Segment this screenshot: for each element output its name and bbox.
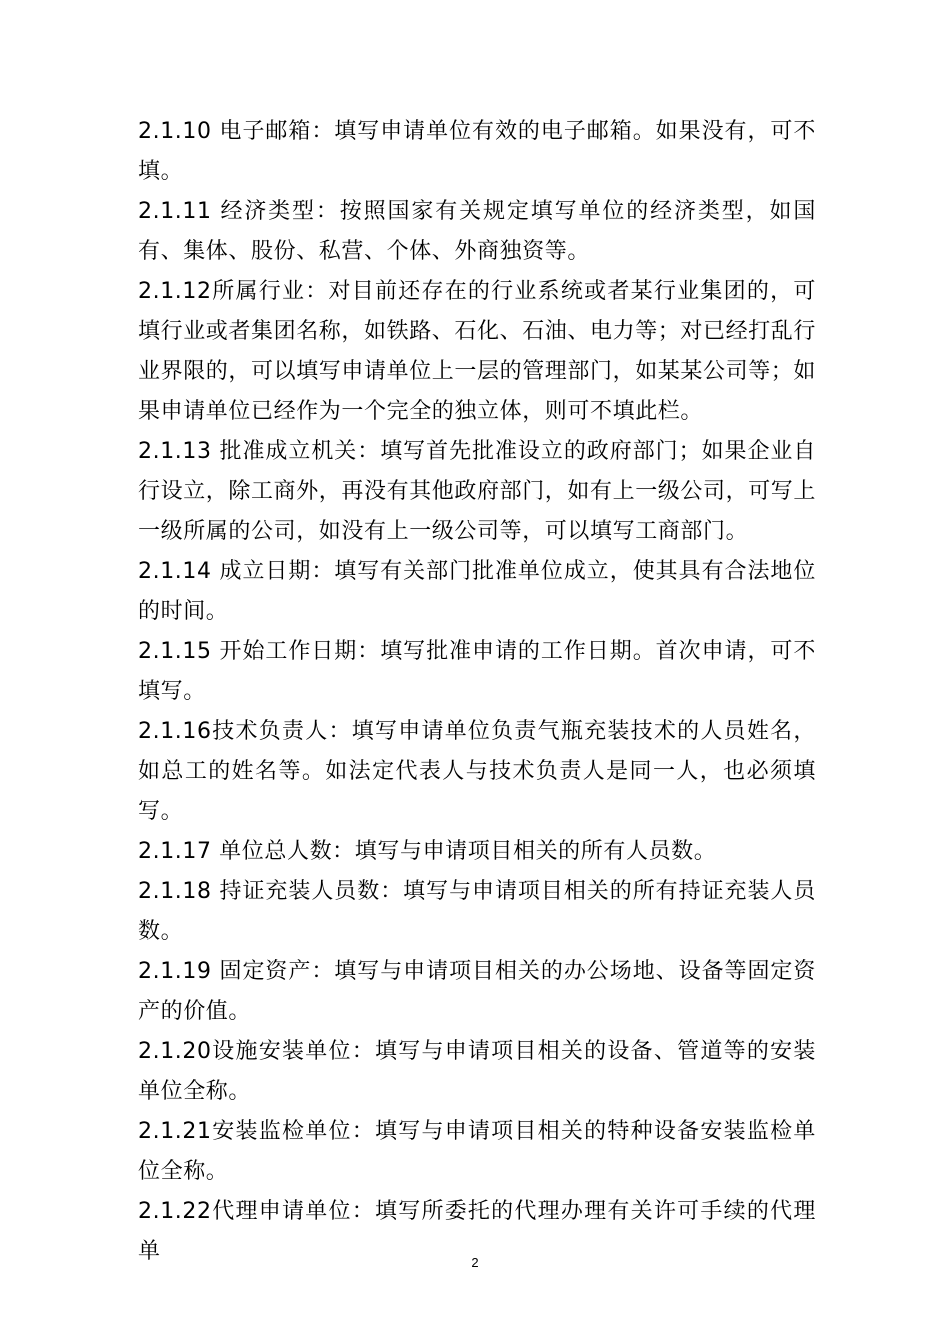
paragraph-2-1-20: 2.1.20设施安装单位：填写与申请项目相关的设备、管道等的安装单位全称。 — [138, 1039, 816, 1104]
paragraph-2-1-21: 2.1.21安装监检单位：填写与申请项目相关的特种设备安装监检单位全称。 — [138, 1119, 816, 1184]
paragraph-2-1-15: 2.1.15 开始工作日期：填写批准申请的工作日期。首次申请，可不填写。 — [138, 639, 816, 704]
paragraph-2-1-12: 2.1.12所属行业：对目前还存在的行业系统或者某行业集团的，可填行业或者集团名称，如铁路、石化、石油、电力等；对已经打乱行业界限的，可以填写申请单位上一层的管理部门，如某某公司等；如果申请单位已经作为一个完全的独立体，则可不填此栏。 — [138, 279, 817, 424]
paragraph-2-1-22: 2.1.22代理申请单位：填写所委托的代理办理有关许可手续的代理单 — [138, 1199, 816, 1264]
paragraph-2-1-10: 2.1.10 电子邮箱：填写申请单位有效的电子邮箱。如果没有，可不填。 — [138, 119, 816, 184]
paragraph-2-1-17: 2.1.17 单位总人数：填写与申请项目相关的所有人员数。 — [138, 839, 717, 864]
paragraph-2-1-18: 2.1.18 持证充装人员数：填写与申请项目相关的所有持证充装人员数。 — [138, 879, 816, 944]
document-body — [138, 112, 816, 1272]
paragraph-2-1-11: 2.1.11 经济类型：按照国家有关规定填写单位的经济类型，如国有、集体、股份、私营、个体、外商独资等。 — [138, 199, 816, 264]
page-number: 2 — [471, 1255, 479, 1270]
paragraph-2-1-16: 2.1.16技术负责人：填写申请单位负责气瓶充装技术的人员姓名，如总工的姓名等。如法定代表人与技术负责人是同一人，也必须填写。 — [138, 719, 816, 824]
paragraph-2-1-14: 2.1.14 成立日期：填写有关部门批准单位成立，使其具有合法地位的时间。 — [138, 559, 816, 624]
paragraph-2-1-19: 2.1.19 固定资产：填写与申请项目相关的办公场地、设备等固定资产的价值。 — [138, 959, 816, 1024]
paragraph-2-1-13: 2.1.13 批准成立机关：填写首先批准设立的政府部门；如果企业自行设立，除工商外，再没有其他政府部门，如有上一级公司，可写上一级所属的公司，如没有上一级公司等，可以填写工商部门。 — [138, 439, 817, 544]
